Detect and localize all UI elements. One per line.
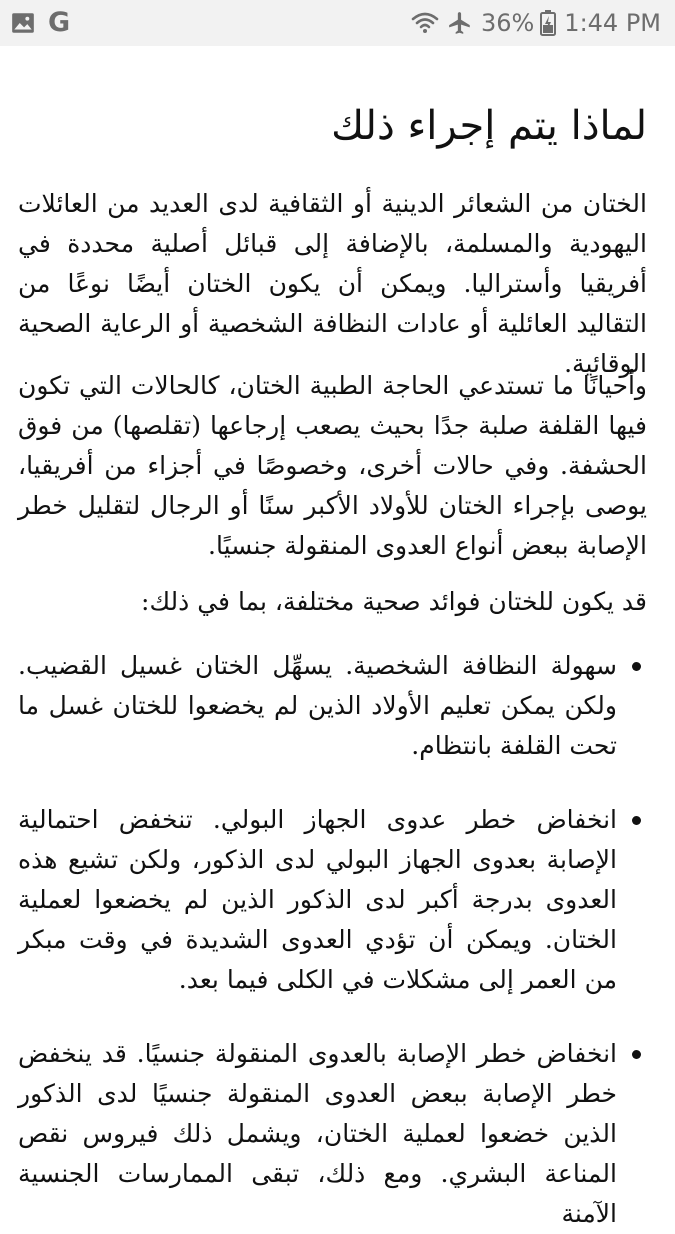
bullet-icon [632, 1050, 641, 1059]
benefits-list [18, 646, 647, 1234]
list-item-text: انخفاض خطر عدوى الجهاز البولي. تنخفض احتمالية الإصابة بعدوى الجهاز البولي لدى الذكور، ولكن تشيع هذه العدوى بدرجة أكبر لدى الذكور الذين لم يخضعوا لعملية الختان. ويمكن أن تؤدي العدوى الشديدة في وقت مبكر من العمر إلى مشكلات في الكلى فيما بعد. [18, 805, 617, 994]
bullet-icon [632, 662, 641, 671]
paragraph-benefits-intro: قد يكون للختان فوائد صحية مختلفة، بما في ذلك: [141, 587, 647, 616]
status-right-icons [411, 8, 661, 38]
bullet-icon [632, 816, 641, 825]
status-bar [0, 0, 675, 46]
battery-charging-icon [540, 10, 556, 36]
gallery-icon [10, 10, 36, 36]
article-content [0, 46, 675, 1228]
list-item [18, 800, 647, 1000]
paragraph-intro: الختان من الشعائر الدينية أو الثقافية لدى العديد من العائلات اليهودية والمسلمة، بالإضافة إلى قبائل أصلية محددة في أفريقيا وأستراليا. ويمكن أن يكون الختان أيضًا نوعًا من التقاليد العائلية أو عادات النظافة الشخصية أو الرعاية الصحية الوقائية. [18, 189, 647, 378]
google-g-icon: G [48, 7, 71, 38]
paragraph-medical-need: وأحيانًا ما تستدعي الحاجة الطبية الختان، كالحالات التي تكون فيها القلفة صلبة جدًا بحيث يصعب إرجاعها (تقلصها) من فوق الحشفة. وفي حالات أخرى، وخصوصًا في أجزاء من أفريقيا، يوصى بإجراء الختان للأولاد الأكبر سنًا أو الرجال لتقليل خطر الإصابة ببعض أنواع العدوى المنقولة جنسيًا. [18, 371, 647, 560]
status-left-icons [10, 8, 70, 38]
section-heading: لماذا يتم إجراء ذلك [331, 103, 647, 149]
battery-percent: 36% [480, 9, 535, 37]
airplane-mode-icon [447, 10, 473, 36]
list-item-text: سهولة النظافة الشخصية. يسهِّل الختان غسيل القضيب. ولكن يمكن تعليم الأولاد الذين لم يخضعوا للختان غسل ما تحت القلفة بانتظام. [18, 651, 617, 760]
list-item [18, 646, 647, 766]
list-item-text: انخفاض خطر الإصابة بالعدوى المنقولة جنسيًا. قد ينخفض خطر الإصابة ببعض العدوى المنقولة جنسيًا لدى الذكور الذين خضعوا لعملية الختان، ويشمل ذلك فيروس نقص المناعة البشري. ومع ذلك، تبقى الممارسات الجنسية الآمنة [18, 1039, 617, 1228]
wifi-icon [411, 11, 439, 35]
clock: 1:44 PM [564, 9, 661, 37]
list-item [18, 1034, 647, 1234]
